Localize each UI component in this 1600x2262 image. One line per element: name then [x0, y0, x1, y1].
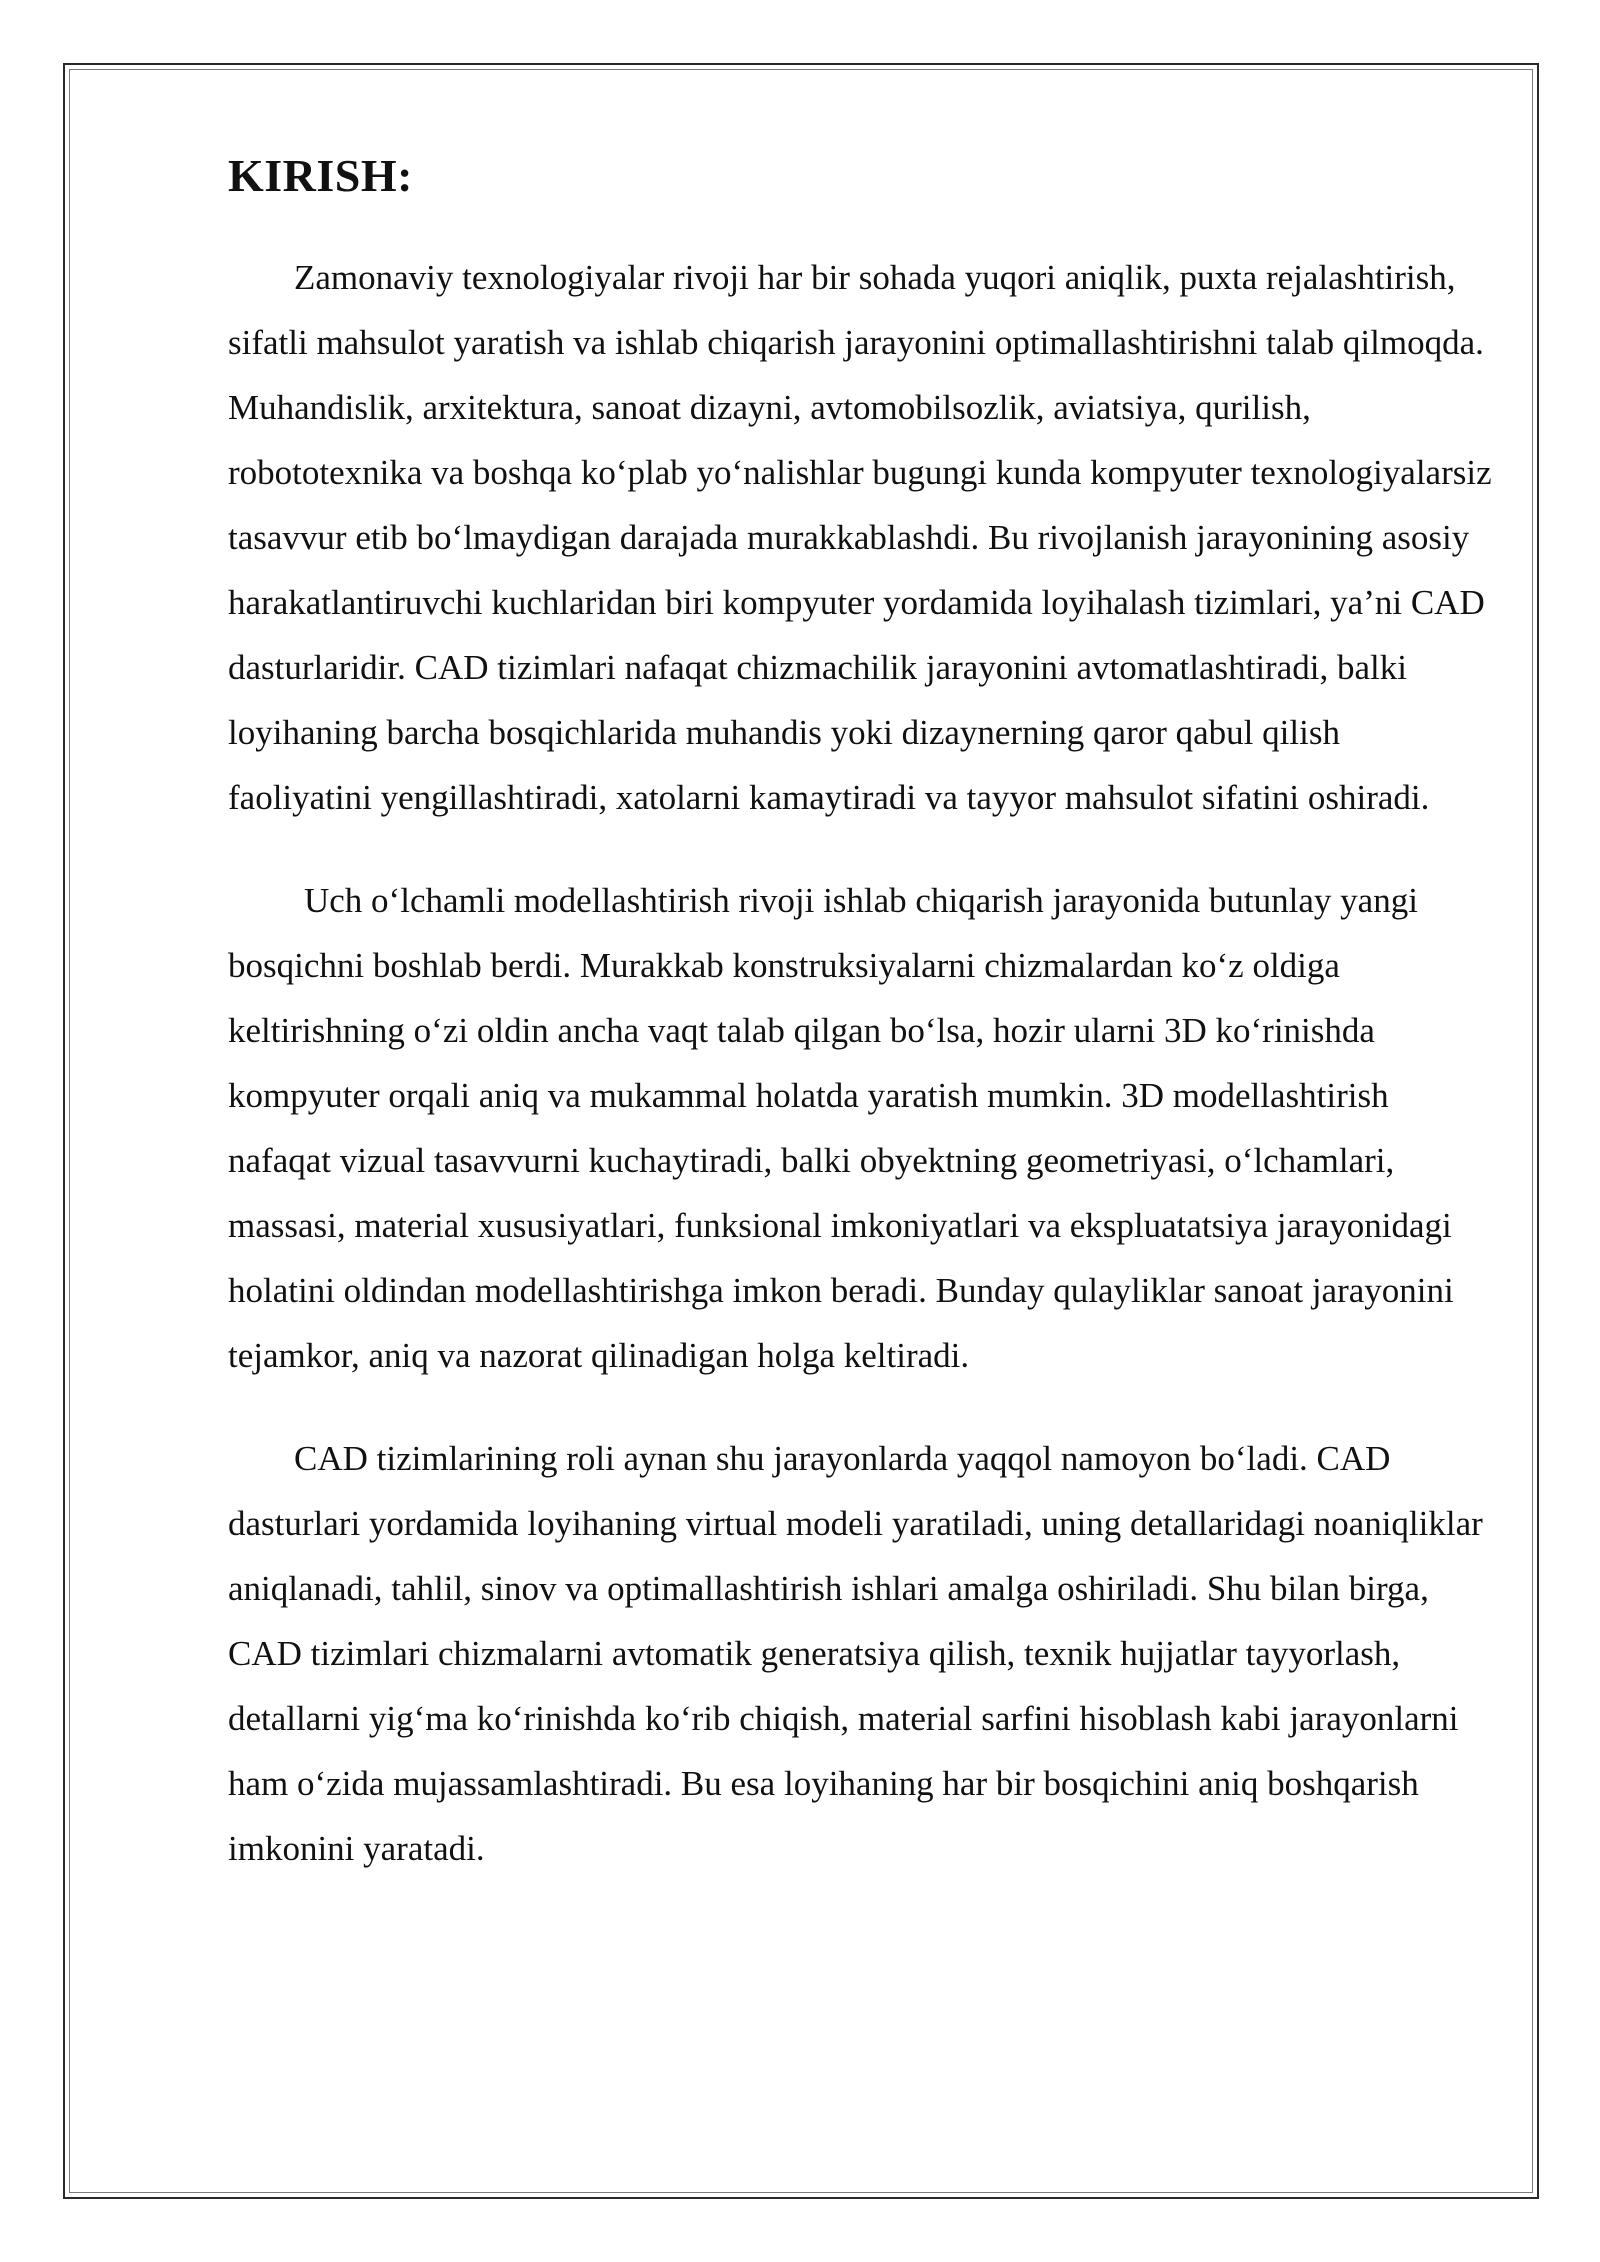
paragraph-3: CAD tizimlarining roli aynan shu jarayonlarda yaqqol namoyon bo‘ladi. CAD dasturlari yordamida loyihaning virtual modeli yaratiladi, uning detallaridagi noaniqliklar aniqlanadi, tahlil, sinov va optimallashtirish ishlari amalga oshiriladi. Shu bilan birga, CAD tizimlari chizmalarni avtomatik generatsiya qilish, texnik hujjatlar tayyorlash, detallarni yig‘ma ko‘rinishda ko‘rib chiqish, material sarfini hisoblash kabi jarayonlarni ham o‘zida mujassamlashtiradi. Bu esa loyihaning har bir bosqichini aniq boshqarish imkonini yaratadi.: [228, 1439, 1483, 1868]
section-heading: KIRISH:: [228, 150, 413, 201]
paragraph-1: Zamonaviy texnologiyalar rivoji har bir sohada yuqori aniqlik, puxta rejalashtirish, sifatli mahsulot yaratish va ishlab chiqarish jarayonini optimallashtirishni talab qilmoqda. Muhandislik, arxitektura, sanoat dizayni, avtomobilsozlik, aviatsiya, qurilish, robototexnika va boshqa ko‘plab yo‘nalishlar bugungi kunda kompyuter texnologiyalarsiz tasavvur etib bo‘lmaydigan darajada murakkablashdi. Bu rivojlanish jarayonining asosiy harakatlantiruvchi kuchlaridan biri kompyuter yordamida loyihalash tizimlari, ya’ni CAD dasturlaridir. CAD tizimlari nafaqat chizmachilik jarayonini avtomatlashtiradi, balki loyihaning barcha bosqichlarida muhandis yoki dizaynerning qaror qabul qilish faoliyatini yengillashtiradi, xatolarni kamaytiradi va tayyor mahsulot sifatini oshiradi.: [228, 258, 1492, 817]
paragraph-2: Uch o‘lchamli modellashtirish rivoji ishlab chiqarish jarayonida butunlay yangi bosqichni boshlab berdi. Murakkab konstruksiyalarni chizmalardan ko‘z oldiga keltirishning o‘zi oldin ancha vaqt talab qilgan bo‘lsa, hozir ularni 3D ko‘rinishda kompyuter orqali aniq va mukammal holatda yaratish mumkin. 3D modellashtirish nafaqat vizual tasavvurni kuchaytiradi, balki obyektning geometriyasi, o‘lchamlari, massasi, material xususiyatlari, funksional imkoniyatlari va ekspluatatsiya jarayonidagi holatini oldindan modellashtirishga imkon beradi. Bunday qulayliklar sanoat jarayonini tejamkor, aniq va nazorat qilinadigan holga keltiradi.: [228, 881, 1454, 1375]
document-body: [228, 148, 1492, 1919]
